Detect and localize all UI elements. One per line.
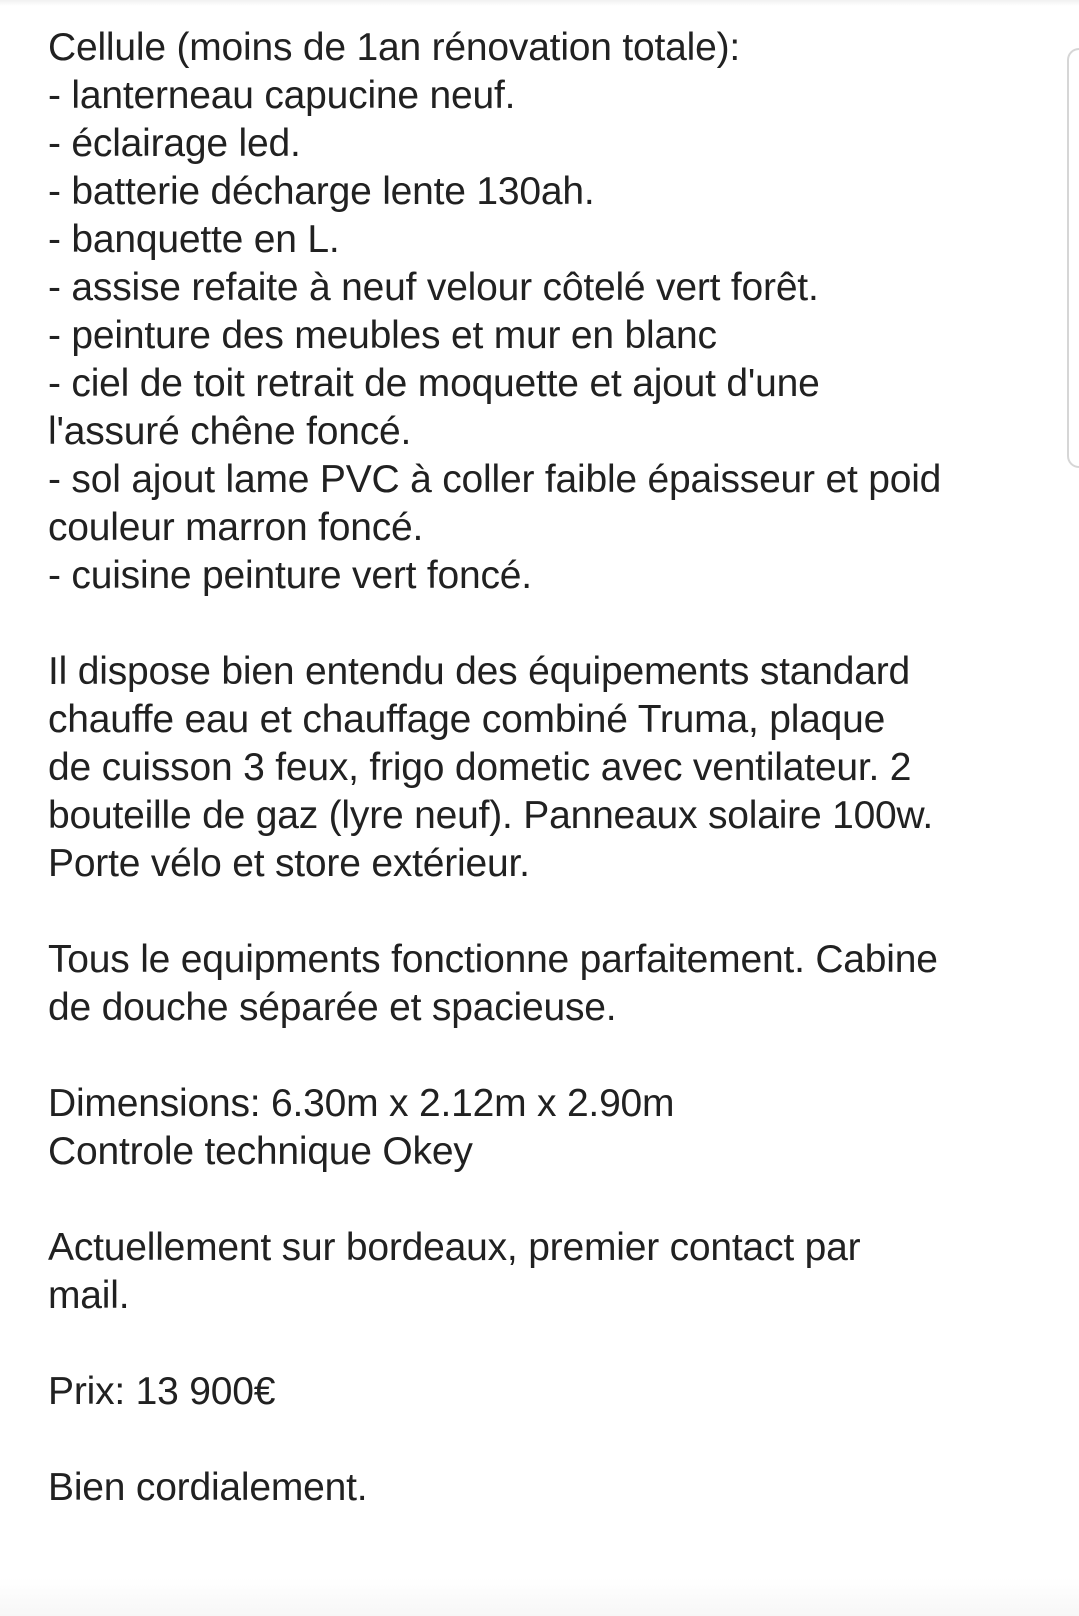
bottom-edge [0,1578,1079,1616]
price-line: Prix: 13 900€ [48,1370,276,1413]
message-line: couleur marron foncé. [48,506,424,549]
message-line: - lanterneau capucine neuf. [48,74,516,117]
message-line: de cuisson 3 feux, frigo dometic avec ventilateur. 2 [48,746,912,789]
message-line: Controle technique Okey [48,1130,473,1173]
message-line: - éclairage led. [48,122,301,165]
paragraph-gap [48,1032,1028,1080]
message-line: Actuellement sur bordeaux, premier contact par [48,1226,861,1269]
top-edge-shadow [0,0,1079,6]
message-line: mail. [48,1274,130,1317]
message-line: - sol ajout lame PVC à coller faible épaisseur et poid [48,458,942,501]
message-line: bouteille de gaz (lyre neuf). Panneaux solaire 100w. [48,794,934,837]
message-line: - assise refaite à neuf velour côtelé vert forêt. [48,266,819,309]
scrollbar-handle[interactable] [1067,48,1079,468]
message-line: Tous le equipments fonctionne parfaitement. Cabine [48,938,938,981]
paragraph-gap [48,600,1028,648]
closing-line: Bien cordialement. [48,1466,368,1509]
paragraph-gap [48,1320,1028,1368]
message-line: - banquette en L. [48,218,340,261]
message-line: l'assuré chêne foncé. [48,410,412,453]
paragraph-gap [48,1176,1028,1224]
paragraph-gap [48,1416,1028,1464]
message-line: Il dispose bien entendu des équipements standard [48,650,911,693]
message-line: chauffe eau et chauffage combiné Truma, plaque [48,698,886,741]
message-line: Porte vélo et store extérieur. [48,842,530,885]
message-line: - batterie décharge lente 130ah. [48,170,595,213]
message-line: - cuisine peinture vert foncé. [48,554,532,597]
message-line: - peinture des meubles et mur en blanc [48,314,717,357]
message-line: de douche séparée et spacieuse. [48,986,617,1029]
message-line: Dimensions: 6.30m x 2.12m x 2.90m [48,1082,675,1125]
message-body [48,24,1028,1512]
paragraph-gap [48,888,1028,936]
message-line: Cellule (moins de 1an rénovation totale): [48,26,741,69]
message-line: - ciel de toit retrait de moquette et ajout d'une [48,362,820,405]
